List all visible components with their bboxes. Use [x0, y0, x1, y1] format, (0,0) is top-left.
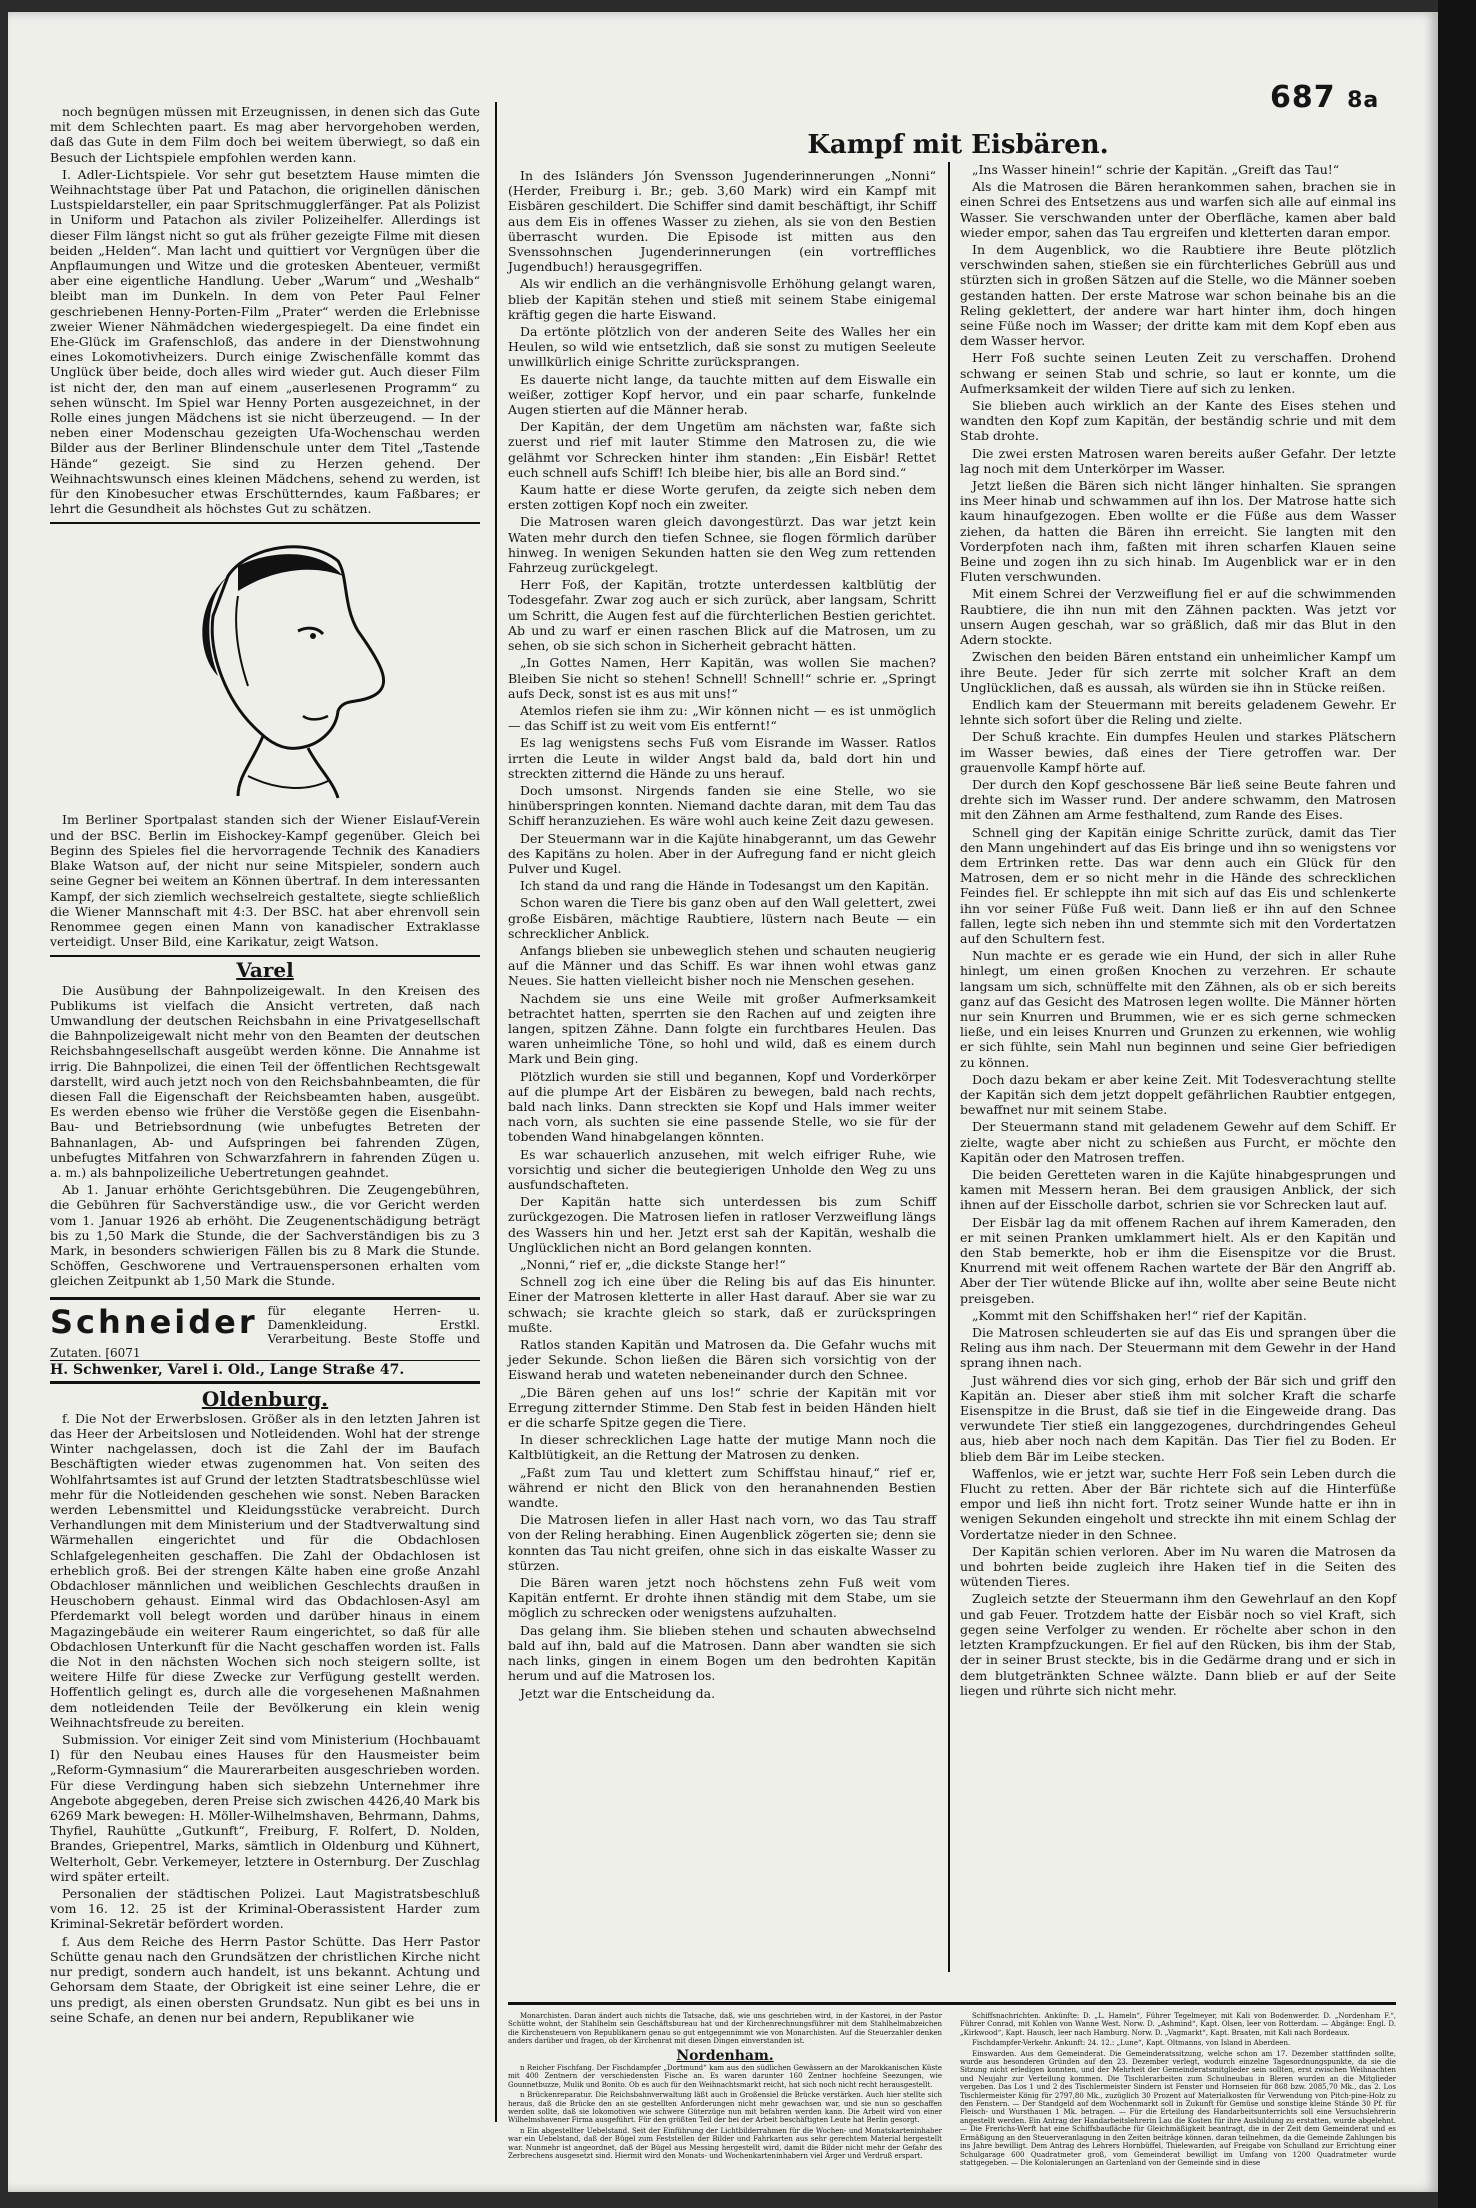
divider: [50, 522, 480, 524]
kampf-paragraph: Just während dies vor sich ging, erhob der Bär sich und griff den Kapitän an. Dieser aber stieß ihm mit solcher Kraft die scharfe Eisenspitze in die Brust, daß sie tief in die Eingeweide drang. Das verwundete Tier stieß ein langgezogenes, durchdringendes Geheul aus, hieb aber noch nach dem Kapitän. Das Tier fiel zu Boden. Er blieb dem Bär im Leibe stecken.: [960, 1372, 1396, 1464]
adler-lichtspiele-article: I. Adler-Lichtspiele. Vor sehr gut besetztem Hause mimten die Weihnachtstage über Pat und Patachon, die originellen dänischen Lustspieldarsteller, ein paar Spritschmugglerfänger. Pat als Polizist in Uniform und Patachon als ziviler Polizeihelfer. Allerdings ist dieser Film längst nicht so gut als früher gezeigte Filme mit diesen beiden „Helden“. Man lacht und quittiert vor Vergnügen über die Anpflaumungen und Witze und die grotesken Abenteuer, vermißt aber eine eigentliche Handlung. Ueber „Warum“ und „Weshalb“ bleibt man im Dunkeln. In dem von Peter Paul Felner geschriebenen Henny-Porten-Film „Prater“ werden die Erlebnisse zweier Wiener Nähmädchen wiedergespiegelt. Da eine findet ein Ehe-Glück im Grafenschloß, das andere in der Dienstwohnung eines Lokomotivheizers. Durch einige Zwischenfälle kommt das Unglück über beide, doch alles wird wieder gut. Auch dieser Film ist nicht der, den man auf einem „auserlesenen Programm“ zu sehen wünscht. Im Spiel war Henny Porten ausgezeichnet, in der Rolle eines jungen Mädchens ist sie nicht überzeugend. — In der neben einer Modenschau gezeigten Ufa-Wochenschau werden Bilder aus der Berliner Blindenschule unter dem Titel „Tastende Hände“ gezeigt. Sie sind zu Herzen gehend. Der Weihnachtswunsch eines kleinen Mädchens, sehend zu werden, ist für den Kinobesucher etwas Erschütterndes, kaum Faßbares; er lehrt die Gesundheit als höchstes Gut zu schätzen.: [50, 166, 480, 517]
kampf-paragraph: Die Matrosen waren gleich davongestürzt. Das war jetzt kein Waten mehr durch den tiefen Schnee, sie flogen förmlich darüber hinweg. In wenigen Sekunden hatten sie den Weg zum rettenden Fahrzeug zurückgelegt.: [508, 514, 936, 576]
kampf-paragraph: Anfangs blieben sie unbeweglich stehen und schauten neugierig auf die Männer und das Schiff. Es war ihnen wohl etwas ganz Neues. Sie hatten vielleicht bisher noch nie Menschen gesehen.: [508, 942, 936, 989]
kampf-paragraph: Der Steuermann war in die Kajüte hinabgerannt, um das Gewehr des Kapitäns zu holen. Aber in der Aufregung fand er nicht gleich Pulver und Kugel.: [508, 830, 936, 876]
kampf-paragraph: „In Gottes Namen, Herr Kapitän, was wollen Sie machen? Bleiben Sie nicht so stehen! Schnell! Schnell!“ schrie er. „Springt aufs Deck, sonst ist es aus mit uns!“: [508, 655, 936, 701]
kampf-paragraph: Es war schauerlich anzusehen, mit welch eifriger Ruhe, wie vorsichtig und sicher die beutegierigen Unholde den Weg zu uns ausfundschafteten.: [508, 1146, 936, 1192]
kampf-paragraph: Der Eisbär lag da mit offenem Rachen auf ihrem Kameraden, den er mit seinen Pranken umklammert hielt. Als er den Kapitän und den Stab bemerkte, hob er ihm die Eisenspitze vor die Brust. Knurrend mit weit offenem Rachen wartete der Bär den Angriff ab. Aber der Tier wütende Blicke auf ihn, wollte aber seine Beute nicht preisgeben.: [960, 1214, 1396, 1306]
kampf-paragraph: „Ins Wasser hinein!“ schrie der Kapitän. „Greift das Tau!“: [972, 162, 1340, 177]
watson-caricature: [168, 536, 398, 806]
kampf-paragraph: Der Steuermann stand mit geladenem Gewehr auf dem Schiff. Er zielte, wagte aber nicht zu schießen aus Furcht, er möchte den Kapitän oder den Matrosen treffen.: [960, 1119, 1396, 1165]
kampf-title: Kampf mit Eisbären.: [807, 130, 1109, 160]
fischdampfer-verkehr: Fischdampfer-Verkehr. Ankunft: 24. 12.: „Lune“, Kapt. Oltmanns, von Island in Aberdeen.: [972, 2039, 1291, 2048]
kampf-paragraph: In dieser schrecklichen Lage hatte der mutige Mann noch die Kaltblütigkeit, an die Rettung der Matrosen zu denken.: [508, 1432, 936, 1463]
kampf-paragraph: Ratlos standen Kapitän und Matrosen da. Die Gefahr wuchs mit jeder Sekunde. Schon ließen die Bären sich vorsichtig von der Eiswand herab und wateten nebeneinander durch den Schnee.: [508, 1337, 936, 1383]
oldenburg-article-erwerbslose: f. Die Not der Erwerbslosen. Größer als in den letzten Jahren ist das Heer der Arbeitslosen und Notleidenden. Wohl hat der strenge Winter nachgelassen, doch ist die Zahl der im Baufach Beschäftigten wieder etwas zugenommen hat. Von seiten des Wohlfahrtsamtes ist auf Grund der letzten Stadtratsbeschlüsse wiel mehr für die Notleidenden geschehen wie sonst. Neben Baracken werden Lebensmittel und Kleidungsstücke verabreicht. Durch Verhandlungen mit dem Ministerium und der Stadtverwaltung sind Wärmehallen eingerichtet und für die Obdachlosen Schlafgelegenheiten geschaffen. Die Zahl der Obdachlosen ist erheblich groß. Bei der strengen Kälte haben eine große Anzahl Obdachloser männlichen und weiblichen Geschlechts draußen in Heuschobern gehaust. Einmal wird das Obdachlosen-Asyl am Pferdemarkt voll belegt worden und darüber hinaus in einem Magazingebäude ein weiterer Raum eingerichtet, so daß für alle Obdachlosen Unterkunft für die Nacht geschaffen worden ist. Falls die Not in den nächsten Wochen sich noch steigern sollte, ist weitere Hilfe für diese Zwecke zur Verfügung gestellt werden. Hoffentlich gelingt es, durch alle die vorgesehenen Maßnahmen dem notleidenden Teile der Bevölkerung ein klein wenig Weihnachtsfreude zu bereiten.: [50, 1410, 480, 1730]
kampf-paragraph: Die Matrosen schleuderten sie auf das Eis und sprangen über die Reling aus ihm nach. Der Steuermann mit dem Gewehr in der Hand sprang ihnen nach.: [960, 1325, 1396, 1371]
varel-article-bahnpolizei: Die Ausübung der Bahnpolizeigewalt. In den Kreisen des Publikums ist vielfach die Ansicht vertreten, daß nach Umwandlung der deutschen Reichsbahn in eine Privatgesellschaft die Bahnpolizeigewalt nicht mehr von den Beamten der deutschen Reichsbahngesellschaft ausgeübt werden könne. Die Annahme ist irrig. Die Bahnpolizei, die einen Teil der öffentlichen Rechtsgewalt darstellt, wird auch jetzt noch von den Reichsbahnbeamten, die für diesen Fall die Eigenschaft der Reichsbeamten haben, ausgeübt. Es werden ebenso wie früher die Verstöße gegen die Eisenbahn-Bau- und Betriebsordnung (wie unbefugtes Betreten der Bahnanlagen, Ab- und Aufspringen bei fahrenden Zügen, unbefugtes Mitfahren von Schwarzfahrern in fahrenden Zügen u. a. m.) als bahnpolizeiliche Uebertretungen geahndet.: [50, 982, 480, 1180]
kampf-paragraph: Die zwei ersten Matrosen waren bereits außer Gefahr. Der letzte lag noch mit dem Unterkörper im Wasser.: [960, 445, 1396, 476]
kampf-paragraph: Da ertönte plötzlich von der anderen Seite des Walles her ein Heulen, so wild wie entsetzlich, daß sie sonst zu mutigen Seeleute unwillkürlich einige Schritte zurücksprangen.: [508, 324, 936, 370]
kampf-column-left: [508, 168, 936, 1703]
ad-text: für elegante Herren- u. Damenkleidung. Erstkl. Verarbeitung. Beste Stoffe und Zutaten. [6071: [50, 1303, 480, 1360]
kampf-paragraph: Die Matrosen liefen in aller Hast nach vorn, wo das Tau straff von der Reling herabhing. Einen Augenblick zögerten sie; denn sie konnten das Tau nicht greifen, ohne sich in das eiskalte Wasser zu stürzen.: [508, 1512, 936, 1573]
kampf-paragraph: Schnell ging der Kapitän einige Schritte zurück, damit das Tier den Mann ungehindert auf das Eis bringe und ihn so wenigstens vor dem Ertrinken rette. Das war denn auch ein Glück für den Matrosen, dem er so nicht mehr in die Hände des schrecklichen Feindes fiel. Er schleppte ihn mit sich auf das Eis und schlenkerte ihn vor seiner Füße Fuß weit. Dann ließ er ihn auf den Schnee fallen, legte sich neben ihn und stemmte sich mit den Vordertatzen auf den Schultern fest.: [960, 824, 1396, 946]
kampf-paragraph: Zugleich setzte der Steuermann ihm den Gewehrlauf an den Kopf und gab Feuer. Trotzdem hatte der Eisbär noch so viel Kraft, sich gegen seine Verfolger zu wenden. Er röchelte aber schon in den letzten Krampfzuckungen. Er fiel auf den Rücken, bis ihm der Stab, der in seiner Brust steckte, bis in die Gedärme drang und er sich in dem blutgetränkten Schnee wälzte. Dann blieb er auf der Seite liegen und rührte sich nicht mehr.: [960, 1591, 1396, 1698]
kampf-paragraph: Nachdem sie uns eine Weile mit großer Aufmerksamkeit betrachtet hatten, sperrten sie den Rachen auf und zeigten ihre langen, spitzen Zähne. Dann folgte ein furchtbares Heulen. Das waren unheimliche Töne, so hohl und wild, daß es einem durch Mark und Bein ging.: [508, 990, 936, 1067]
varel-article-gebuehren: Ab 1. Januar erhöhte Gerichtsgebühren. Die Zeugengebühren, die Gebühren für Sachverständige usw., die vor Gericht werden vom 1. Januar 1926 ab erhöht. Die Zeugenentschädigung beträgt bis zu 1,50 Mark die Stunde, die der Sachverständigen bis zu 3 Mark, in besonders schwierigen Fällen bis zu 8 Mark die Stunde. Schöffen, Geschworene und Vertrauenspersonen erhalten vom gleichen Zeitpunkt ab 1,50 Mark die Stunde.: [50, 1182, 480, 1289]
kampf-paragraph: „Nonni,“ rief er, „die dickste Stange her!“: [520, 1257, 786, 1273]
kampf-paragraph: Es lag wenigstens sechs Fuß vom Eisrande im Wasser. Ratlos irrten die Leute in wilder Angst bald da, bald dort hin und streckten zitternd die Hände zu uns herauf.: [508, 735, 936, 781]
kampf-paragraph: Als wir endlich an die verhängnisvolle Erhöhung gelangt waren, blieb der Kapitän stehen und stieß mit seinem Stabe einigemal kräftig gegen die harte Eiswand.: [508, 276, 936, 322]
kampf-paragraph: „Faßt zum Tau und klettert zum Schiffstau hinauf,“ rief er, während er nicht den Blick von den heranahnenden Bestien wandte.: [508, 1464, 936, 1511]
page-number-text: 687: [1270, 80, 1336, 115]
oldenburg-article-submission: Submission. Vor einiger Zeit sind vom Ministerium (Hochbauamt I) für den Neubau eines Hauses für den Hausmeister beim „Reform-Gymnasium“ die Maurerarbeiten ausgeschrieben worden. Für diese Verdingung haben sich siebzehn Unternehmer ihre Angebote abgegeben, deren Preise sich zwischen 4426,40 Mark bis 6269 Mark bewegen: H. Möller-Wilhelmshaven, Behrmann, Dahms, Thyfiel, Rauhütte „Gutkunft“, Freiburg, F. Rolfert, D. Nolden, Brandes, Griepentrel, Marks, sämtlich in Oldenburg und Kühnert, Welterholt, Gebr. Verkemeyer, letztere in Osternburg. Der Zuschlag wird später erteilt.: [50, 1732, 480, 1884]
kampf-paragraph: Herr Foß suchte seinen Leuten Zeit zu verschaffen. Drohend schwang er seinen Stab und schrie, so laut er konnte, um die Aufmerksamkeit der wilden Tiere auf sich zu lenken.: [960, 350, 1396, 396]
page-mark: 8a: [1347, 88, 1380, 113]
column-separator: [495, 102, 497, 2122]
kampf-column-right: [960, 162, 1396, 1700]
kampf-paragraph: Der Kapitän schien verloren. Aber im Nu waren die Matrosen da und bohrten beide zugleich ihre Haken tief in die Seiten des wütenden Tieres.: [960, 1543, 1396, 1590]
kampf-paragraph: In des Isländers Jón Svensson Jugenderinnerungen „Nonni“ (Herder, Freiburg i. Br.; geb. 3,60 Mark) wird ein Kampf mit Eisbären geschildert. Die Schiffer sind damit beschäftigt, ihr Schiff aus dem Eis in offenes Wasser zu ziehen, als sie von den Bestien überrascht wurden. Die Episode ist mitten aus den Svenssohnschen Jugenderinnerungen (ein vortreffliches Jugendbuch!) herausgegriffen.: [508, 168, 936, 275]
cartoon-caption: Im Berliner Sportpalast standen sich der Wiener Eislauf-Verein und der BSC. Berlin im Eishockey-Kampf gegenüber. Gleich bei Beginn des Spieles fiel die hervorragende Technik des Kanadiers Blake Watson auf, der nicht nur seine Mitspieler, sondern auch seine Gegner bei weitem an Können übertraf. In dem interessanten Kampf, der sich ziemlich wechselreich gestaltete, siegte schließlich die Wiener Mannschaft mit 4:3. Der BSC. hat aber ehrenvoll sein Renommee gegen einen Mann von kanadischer Extraklasse verteidigt. Unser Bild, eine Karikatur, zeigt Watson.: [50, 812, 480, 950]
kampf-paragraph: Doch dazu bekam er aber keine Zeit. Mit Todesverachtung stellte der Kapitän sich dem jetzt doppelt gefährlichen Raubtier entgegen, bewaffnet nur mit seinem Stabe.: [960, 1071, 1396, 1118]
kampf-paragraph: Der durch den Kopf geschossene Bär ließ seine Beute fahren und drehte sich im Wasser rund. Der andere schwamm, den Matrosen mit den Zähnen am Arme festhaltend, zum Rande des Eises.: [960, 776, 1396, 823]
oldenburg-article-polizei: Personalien der städtischen Polizei. Laut Magistratsbeschluß vom 16. 12. 25 ist der Kriminal-Oberassistent Harder zum Kriminal-Sekretär befördert worden.: [50, 1886, 480, 1932]
kampf-paragraph: Kaum hatte er diese Worte gerufen, da zeigte sich neben dem ersten zottigen Kopf noch ein zweiter.: [508, 482, 936, 513]
kampf-paragraph: Schnell zog ich eine über die Reling bis auf das Eis hinunter. Einer der Matrosen kletterte in aller Hast darauf. Aber sie war zu schwach; sie krachte gleich so stark, daß er zurückspringen mußte.: [508, 1274, 936, 1335]
column-1: [50, 104, 480, 2027]
divider: [50, 955, 480, 957]
kampf-paragraph: Zwischen den beiden Bären entstand ein unheimlicher Kampf um ihre Beute. Jeder für sich zerrte mit solcher Kraft an dem Unglücklichen, daß es aussah, als würden sie ihn in Stücke reißen.: [960, 649, 1396, 695]
fischfang-article: n Reicher Fischfang. Der Fischdampfer „Dortmund“ kam aus den südlichen Gewässern an der Marokkanischen Küste mit 400 Zentnern der verschiedensten Fische an. Es waren darunter 160 Zentner hochfeine Seezungen, wie Gounnetbuzze, Mulik und Bonito. Ob es auch für den Weihnachtsmarkt reicht, hat sich noch nicht recht herausgestellt.: [508, 2064, 942, 2089]
brueckenreparatur-article: n Brückenreparatur. Die Reichsbahnverwaltung läßt auch in Großensiel die Brücke verstärken. Auch hier stellte sich heraus, daß die Brücke den an sie gestellten Anforderungen nicht mehr gewachsen war, und sie nun so geschaffen werden sollte, daß sie lokomotiven wie schwere Güterzüge nun mit befahren werden kann. Die Arbeit wird von einer Wilhelmshavener Firma ausgeführt. Für den größten Teil der bei der Arbeit beschäftigten Leute hat Berlin gesorgt.: [508, 2091, 942, 2125]
kampf-paragraph: Waffenlos, wie er jetzt war, suchte Herr Foß sein Leben durch die Flucht zu retten. Aber der Bär richtete sich auf die Hinterfüße empor und ließ ihn nicht fort. Trotz seiner Wunde hatte er ihn in wenigen Sekunden eingeholt und streckte ihn mit einem Schlag der Vordertatze nieder in den Schnee.: [960, 1465, 1396, 1542]
kampf-paragraph: In dem Augenblick, wo die Raubtiere ihre Beute plötzlich verschwinden sahen, stießen sie ein fürchterliches Gebrüll aus und stürzten sich in großen Sätzen auf die Stelle, wo die Männer soeben gestanden hatten. Der erste Matrose war schon beinahe bis an die Reling geklettert, der andere war hart hinter ihm, doch hingen seine Füße noch im Wasser; der dritte kam mit dem Kopf eben aus dem Wasser hervor.: [960, 242, 1396, 349]
kampf-paragraph: Herr Foß, der Kapitän, trotzte unterdessen kaltblütig der Todesgefahr. Zwar zog auch er sich zurück, aber langsam, Schritt um Schritt, die Augen fest auf die fürchterlichen Bestien gerichtet. Ab und zu warf er einen raschen Blick auf die Matrosen, um zu sehen, ob sie sich schon in Sicherheit gebracht hätten.: [508, 577, 936, 654]
nordenham-heading: Nordenham.: [676, 2047, 774, 2064]
kampf-paragraph: Doch umsonst. Nirgends fanden sie eine Stelle, wo sie hinüberspringen konnten. Niemand dachte daran, mit dem Tau das Schiff heranzuziehen. Es wäre wohl auch keine Zeit dazu gewesen.: [508, 782, 936, 829]
kampf-paragraph: Nun machte er es gerade wie ein Hund, der sich in aller Ruhe hinlegt, um einen großen Knochen zu verzehren. Er schaute langsam um sich, schnüffelte mit den Zähnen, als ob er sich bereits ganz auf das Gesicht des Matrosen legen wollte. Die Männer hörten nur sein Knurren und Brummen, wie er es sich gerne schmecken ließe, und ein leises Knurren und Grunzen zu erkennen, wie wohlig er sich fühlte, sein Mahl nun beginnen und seine Gier befriedigen zu können.: [960, 948, 1396, 1070]
kampf-paragraph: Schon waren die Tiere bis ganz oben auf den Wall gelettert, zwei große Eisbären, mächtige Raubtiere, lüstern nach Beute — ein schrecklicher Anblick.: [508, 895, 936, 941]
kirche-article: Monarchisten. Daran ändert auch nichts die Tatsache, daß, wie uns geschrieben wird, in der Kastorei, in der Pastor Schütte wohnt, der Stahlhelm sein Geschäftsbureau hat und der Kirchenrechnungsführer mit dem Stahlhelmabzeichen die Kirchensteuern von Republikanern genau so gut entgegennimmt wie von Monarchisten. Auf die Steuerzahler denken anders darüber und fragen, ob der Kirchenrat mit diesen Dingen einverstanden ist.: [508, 2012, 942, 2046]
cinema-intro: noch begnügen müssen mit Erzeugnissen, in denen sich das Gute mit dem Schlechten paart. Es mag aber hervorgehoben werden, daß das Gute in dem Film doch bei weitem überwiegt, so daß ein Besuch der Lichtspiele empfohlen werden kann.: [50, 104, 480, 165]
kampf-paragraph: Es dauerte nicht lange, da tauchte mitten auf dem Eiswalle ein weißer, zottiger Kopf hervor, und ein paar scharfe, funkelnde Augen stierten auf die Männer herab.: [508, 371, 936, 418]
kampf-paragraph: Jetzt ließen die Bären sich nicht länger hinhalten. Sie sprangen ins Meer hinab und schwammen auf ihn los. Der Matrose hatte sich kaum hinaufgezogen. Eben wollte er die Füße aus dem Wasser ziehen, da hatten die Bären ihn erreicht. Sie langten mit den Vorderpfoten nach ihm, faßten mit ihren scharfen Klauen seine Beine und zogen ihn zu sich hinab. Im Augenblick war er in den Fluten verschwunden.: [960, 478, 1396, 585]
kampf-paragraph: Endlich kam der Steuermann mit bereits geladenem Gewehr. Er lehnte sich sofort über die Reling und zielte.: [960, 696, 1396, 728]
column-separator: [948, 162, 950, 1972]
kampf-paragraph: Jetzt war die Entscheidung da.: [520, 1685, 716, 1701]
scan-edge: [1438, 0, 1476, 2208]
newspaper-page: [8, 12, 1438, 2192]
kampf-paragraph: Sie blieben auch wirklich an der Kante des Eises stehen und wandten den Kopf zum Kapitän, der beständig schrie und mit dem Stab drohte.: [960, 398, 1396, 444]
einswarden-article: Einswarden. Aus dem Gemeinderat. Die Gemeinderatssitzung, welche schon am 17. Dezember stattfinden sollte, wurde aus besonderen Gründen auf den 23. Dezember verlegt, wodurch einzelne Tagesordnungspunkte, da sie die Sitzung nicht erledigen konnten, und der Mehrheit der Gemeinderatsmitglieder sein sollten, erst zwischen Weihnachten und Neujahr zur Verteilung kommen. Die Tischlerarbeiten zum Schulneubau in Bleren wurden an die Mitglieder vergeben. Das Los 1 und 2 des Tischlermeister Sindern ist Fenster und Hornseien für 868 bzw. 2085,70 Mk., das 2. Los Tischlermeister König für 2797,80 Mk., zuzüglich 30 Prozent auf Materialkosten für Verwendung von Pitch-pine-Holz zu den Fenstern. — Der Standgeld auf dem Wochenmarkt soll in Zukunft für Gemüse und sonstige kleine Stände 30 Pf. für Fleisch- und Wursthauen 1 Mk. betragen. — Für die Erteilung des Handarbeitsunterrichts soll eine Versuchslehrerin angestellt werden. Ein Antrag der Handarbeitslehrerin Lau die Kosten für ihre Ausbildung zu erstatten, wurde abgelehnt. — Die Frerichs-Werft hat eine Schiffsbaufläche für Gleichmäßigkeit beantragt, die in der Zeit dem Gemeinderat und es Ermäßigung an den Steuerveranlagung in den Zeiten beiträge können. daran teilnehmen, da die Gemeinde Zahlungen bis ins Jahre bewilligt. Dem Antrag des Lehrers Hornbüffel, Thielewarden, auf Freigabe von Schulland zur Errichtung einer Schulgarage 600 Quadratmeter groß, vom Gemeinderat bewilligt im Umfang von 1200 Quadratmeter wurde stattgegeben. — Die Kolonialerungen an Gartenland von der Gemeinde sind in diese: [960, 2049, 1396, 2167]
schiffsnachrichten: Schiffsnachrichten. Ankünfte: D. „L. Hameln“, Führer Tegelmeyer, mit Kali von Bodenwerder. D. „Nordenham F.“, Führer Conrad, mit Kohlen von Wanne West. Norw. D. „Ashmind“, Kapt. Olsen, leer von Rotterdam. — Abgänge: Engl. D. „Kirkwood“, Kapt. Hausch, leer nach Hamburg. Norw. D. „Vagmarkt“, Kapt. Braaten, mit Kali nach Bordeaux.: [960, 2012, 1396, 2037]
kampf-paragraph: Der Schuß krachte. Ein dumpfes Heulen und starkes Plätschern im Wasser bewies, daß eines der Tiere getroffen war. Der grauenvolle Kampf hörte auf.: [960, 729, 1396, 775]
kampf-paragraph: Als die Matrosen die Bären herankommen sahen, brachen sie in einen Schrei des Entsetzens aus und warfen sich alle auf einmal ins Wasser. Sie verschwanden unter der Oberfläche, kamen aber bald wieder empor, sahen das Tau ergreifen und kletterten daran empor.: [960, 179, 1396, 240]
oldenburg-article-pastor: f. Aus dem Reiche des Herrn Pastor Schütte. Das Herr Pastor Schütte genau nach den Grundsätzen der christlichen Kirche nicht nur predigt, sondern auch handelt, ist uns bekannt. Achtung und Gehorsam dem Staate, der Obrigkeit ist eine seiner Lehre, die er uns predigt, als einen obersten Grundsatz. Nun gibt es bei uns in seine Schafe, an denen nur bei andern, Republikaner wie: [50, 1933, 480, 2025]
story-bottom-rule: [508, 2002, 1396, 2005]
page-number: [1270, 80, 1379, 115]
right-bottom-column: [960, 2012, 1396, 2169]
oldenburg-heading: Oldenburg.: [201, 1386, 329, 1411]
kampf-paragraph: Mit einem Schrei der Verzweiflung fiel er auf die schwimmenden Raubtiere, die ihn nun mit den Zähnen packten. Was jetzt vor unsern Augen geschah, war so gräßlich, daß mir das Blut in den Adern stockte.: [960, 586, 1396, 648]
kampf-paragraph: Das gelang ihm. Sie blieben stehen und schauten abwechselnd bald auf ihn, bald auf die Matrosen. Dann aber wandten sie sich nach links, gingen in einem Bogen um den bedrohten Kapitän herum und auf die Matrosen los.: [508, 1622, 936, 1684]
kampf-paragraph: Plötzlich wurden sie still und begannen, Kopf und Vorderkörper auf die plumpe Art der Eisbären zu bewegen, bald nach rechts, bald nach links. Dann streckten sie Kopf und Hals immer weiter nach vorn, als suchten sie eine passende Stelle, wo sie für der tobenden Wand hinabgelangen könnten.: [508, 1068, 936, 1145]
uebelstand-article: n Ein abgestellter Uebelstand. Seit der Einführung der Lichtbilderrahmen für die Wochen- und Monatskarteninhaber war ein Uebelstand, daß der Bügel zum Feststellen der Bilder und Fahrkarten aus sehr gerechtem Material hergestellt war. Nunmehr ist angeordnet, daß der Bügel aus Messing hergestellt wird, damit die Bilder nicht mehr der Gefahr des Zerbrechens ausgesetzt sind. Hiermit wird den Monats- und Wochenkarteninhabern viel Ärger und Verdruß erspart.: [508, 2126, 942, 2161]
kampf-paragraph: Der Kapitän hatte sich unterdessen bis zum Schiff zurückgezogen. Die Matrosen liefen in ratloser Verzweiflung längs des Wassers hin und her. Jetzt erst sah der Kapitän, weshalb die Unglücklichen nicht an Bord gelangen konnten.: [508, 1194, 936, 1255]
kampf-paragraph: Die beiden Geretteten waren in die Kajüte hinabgesprungen und kamen mit Messern heran. Bei dem grausigen Anblick, der sich ihnen auf der Eisscholle darbot, schrien sie vor Schrecken laut auf.: [960, 1167, 1396, 1213]
varel-heading: Varel: [236, 958, 294, 983]
kampf-paragraph: Ich stand da und rang die Hände in Todesangst um den Kapitän.: [520, 878, 930, 894]
kampf-paragraph: Die Bären waren jetzt noch höchstens zehn Fuß weit vom Kapitän entfernt. Er drohte ihnen ständig mit dem Stabe, um sie möglich zu schrecken oder wenigstens aufzuhalten.: [508, 1575, 936, 1621]
middle-bottom-column: [508, 2012, 942, 2163]
kampf-paragraph: „Kommt mit den Schiffshaken her!“ rief der Kapitän.: [972, 1307, 1307, 1323]
kampf-paragraph: Atemlos riefen sie ihm zu: „Wir können nicht — es ist unmöglich — das Schiff ist zu weit vom Eis entfernt!“: [508, 702, 936, 734]
kampf-paragraph: Der Kapitän, der dem Ungetüm am nächsten war, faßte sich zuerst und rief mit lauter Stimme den Matrosen zu, die wie gelähmt vor Schrecken hinter ihm standen: „Ein Eisbär! Rettet euch schnell aufs Schiff! Ich bleibe hier, bis alle an Bord sind.“: [508, 419, 936, 480]
ad-address: H. Schwenker, Varel i. Old., Lange Straße 47.: [50, 1360, 480, 1377]
kampf-paragraph: „Die Bären gehen auf uns los!“ schrie der Kapitän mit vor Erregung zitternder Stimme. Den Stab fest in beiden Händen hielt er die scharfe Spitze gegen die Tiere.: [508, 1384, 936, 1431]
ad-logo: Schneider: [50, 1302, 258, 1341]
schneider-advertisement: [50, 1297, 480, 1384]
